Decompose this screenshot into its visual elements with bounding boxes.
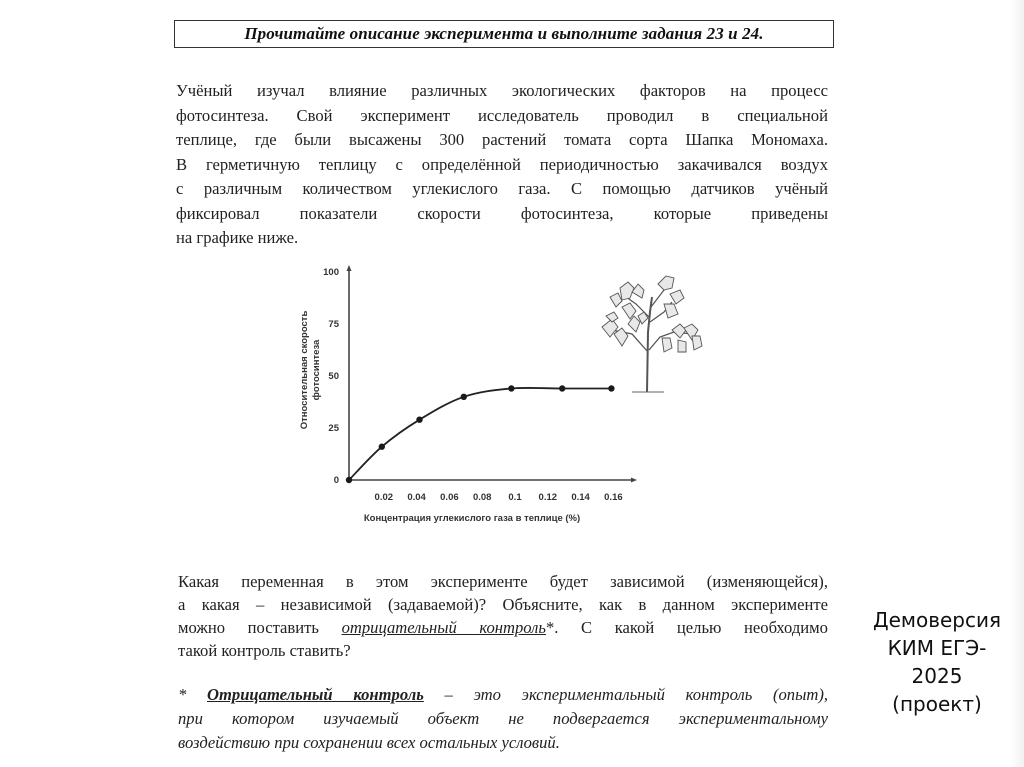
question-line3-end: *. С какой целью необходимо	[545, 618, 828, 637]
x-tick-label: 0.1	[508, 492, 522, 503]
data-point	[559, 385, 565, 391]
data-point	[508, 385, 514, 391]
footnote-marker: *	[178, 685, 208, 704]
demo-version-label	[862, 606, 1012, 718]
data-point	[416, 416, 422, 422]
x-axis-title: Концентрация углекислого газа в теплице (%)	[363, 513, 581, 524]
experiment-description	[176, 79, 828, 251]
y-axis-title-line2: фотосинтеза	[311, 339, 322, 401]
side-label-line: КИМ ЕГЭ-	[887, 636, 987, 660]
footnote-line: при котором изучаемый объект не подвергается экспериментальному	[178, 709, 828, 728]
y-axis-title-line1: Относительная скорость	[299, 310, 310, 430]
task-header-box	[174, 20, 834, 48]
footnote	[178, 683, 828, 755]
x-tick-label: 0.12	[538, 492, 558, 503]
footnote-line: воздействию при сохранении всех остальных условий.	[178, 733, 560, 752]
side-label-line: Демоверсия	[872, 608, 1002, 632]
question-line: такой контроль ставить?	[178, 641, 351, 660]
series-line	[349, 388, 611, 480]
task-header-title: Прочитайте описание эксперимента и выполните задания 23 и 24.	[244, 24, 764, 43]
footnote-term: Отрицательный контроль	[207, 685, 424, 704]
question-line	[178, 616, 828, 639]
data-point	[346, 477, 352, 483]
description-line: с различным количеством углекислого газа. С помощью датчиков учёный	[176, 179, 828, 198]
x-tick-label: 0.16	[604, 492, 623, 503]
x-tick-label: 0.08	[472, 492, 492, 503]
y-tick-label: 100	[323, 267, 339, 278]
data-point	[379, 444, 385, 450]
x-tick-label: 0.14	[571, 492, 590, 503]
data-point	[461, 394, 467, 400]
y-tick-label: 75	[328, 319, 339, 330]
question-text	[178, 570, 828, 662]
x-axis-arrow	[631, 478, 637, 483]
tomato-plant-icon	[592, 272, 710, 394]
description-line: на графике ниже.	[176, 228, 299, 247]
description-line: В герметичную теплицу с определённой периодичностью закачивался воздух	[176, 154, 828, 174]
description-line: фотосинтеза. Свой эксперимент исследователь проводил в специальной	[176, 105, 828, 125]
footnote-line	[178, 683, 828, 707]
y-tick-label: 0	[333, 475, 339, 486]
description-line: теплице, где были высажены 300 растений томата сорта Шапка Мономаха.	[176, 130, 828, 149]
question-line: а какая – независимой (задаваемой)? Объясните, как в данном эксперименте	[178, 595, 828, 614]
photosynthesis-chart	[290, 258, 640, 530]
y-tick-label: 50	[328, 371, 339, 382]
x-tick-label: 0.06	[440, 492, 459, 503]
x-tick-label: 0.04	[407, 492, 426, 503]
side-label-line: 2025	[911, 664, 963, 688]
slide-edge	[1010, 0, 1024, 767]
question-line: Какая переменная в этом эксперименте будет зависимой (изменяющейся),	[178, 572, 828, 591]
chart-canvas	[290, 258, 640, 530]
footnote-definition: – это экспериментальный контроль (опыт),	[423, 685, 828, 704]
side-label-line: (проект)	[892, 692, 982, 716]
description-line: Учёный изучал влияние различных экологических факторов на процесс	[176, 81, 828, 100]
description-line: фиксировал показатели скорости фотосинтеза, которые приведены	[176, 203, 828, 223]
x-tick-label: 0.02	[374, 492, 394, 503]
negative-control-term: отрицательный контроль	[341, 618, 546, 637]
question-line3-start: можно поставить	[178, 618, 342, 637]
y-tick-label: 25	[328, 423, 339, 434]
y-axis-arrow	[347, 265, 352, 271]
